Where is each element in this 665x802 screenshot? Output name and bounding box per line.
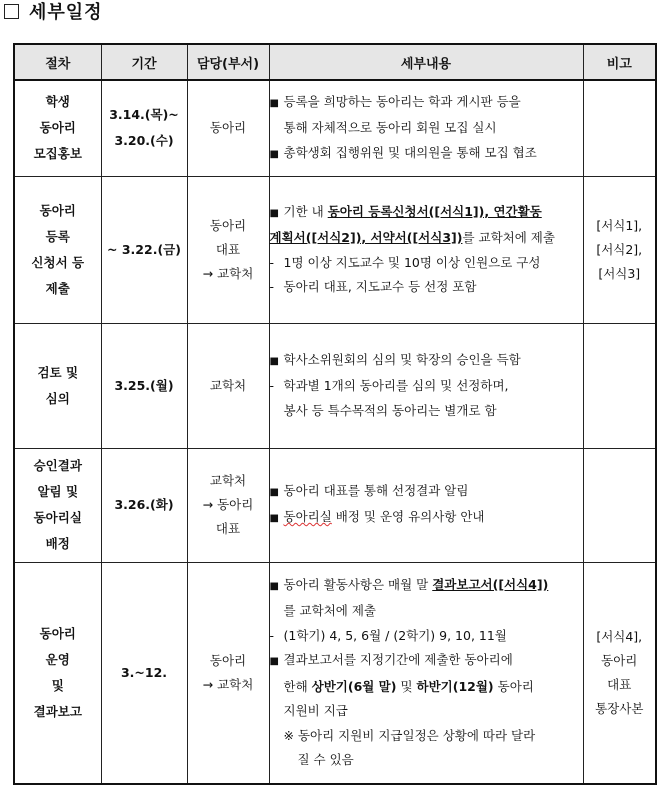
section-heading (4, 0, 103, 22)
content-text: 학과별 1개의 동아리를 심의 및 선정하며, (283, 378, 509, 394)
content-text: 기한 내 (283, 203, 328, 219)
content-text-underlined: 결과보고서([서식4]) (432, 576, 549, 592)
period-cell (101, 176, 187, 323)
content-cell (269, 323, 583, 448)
dash-bullet-icon: - (269, 279, 275, 294)
content-text-underlined: 동아리 등록신청서([서식1]), 연간활동 (327, 203, 542, 219)
dept-line: 대표 (215, 241, 241, 257)
content-text: 한해 (283, 678, 312, 694)
step-line: 배정 (45, 536, 70, 551)
content-line: 를 교학처에 제출 (283, 603, 376, 619)
period-cell (101, 562, 187, 784)
step-cell (14, 562, 101, 784)
content-text: (1학기) 4, 5, 6월 / (2학기) 9, 10, 11월 (283, 627, 507, 643)
step-line: 승인결과 (33, 458, 82, 473)
note-line: [서식2], (596, 241, 643, 257)
dash-bullet-icon: - (269, 254, 275, 270)
table-row (14, 80, 656, 176)
content-line (270, 90, 583, 117)
header-row (14, 44, 656, 80)
step-line: 동아리 (39, 120, 76, 136)
note-line: [서식1], (596, 217, 643, 233)
step-line: 신청서 등 (31, 254, 85, 270)
content-line (270, 374, 583, 399)
col-header-period: 기간 (101, 44, 187, 80)
period-line: 3.20.(수) (114, 133, 174, 149)
content-line: ※ 동아리 지원비 지급일정은 상황에 따라 달라 (283, 727, 536, 743)
dept-cell (187, 448, 269, 562)
square-bullet-icon: ■ (269, 148, 279, 160)
step-line: 동아리 (39, 625, 76, 641)
content-line (270, 275, 583, 300)
section-title: 세부일정 (29, 2, 103, 23)
square-bullet-icon: ■ (269, 207, 279, 219)
step-line: 및 (51, 677, 64, 693)
square-bullet-icon: ■ (269, 656, 279, 668)
content-text: 결과보고서를 지정기간에 제출한 동아리에 (283, 652, 513, 668)
period-cell (101, 448, 187, 562)
dept-line: → 교학처 (202, 676, 254, 692)
step-cell (14, 176, 101, 323)
dept-line: 교학처 (209, 377, 247, 393)
dept-cell (187, 323, 269, 448)
period-line: 3.~12. (120, 664, 168, 680)
content-text-spellcheck: 동아리실 (283, 509, 332, 524)
square-bullet-icon: ■ (269, 355, 279, 367)
content-text: 동아리 대표, 지도교수 등 선정 포함 (283, 279, 477, 294)
content-line (270, 200, 583, 227)
note-line: 대표 (607, 676, 632, 692)
schedule-table (13, 43, 657, 785)
note-cell (583, 80, 656, 176)
step-line: 동아리 (39, 202, 76, 218)
dept-line: 대표 (215, 521, 241, 536)
col-header-note: 비고 (583, 44, 656, 80)
step-cell (14, 448, 101, 562)
note-line: 통장사본 (595, 700, 644, 716)
content-line (270, 675, 583, 700)
square-bullet-icon: ■ (269, 97, 279, 109)
dept-cell (187, 176, 269, 323)
square-bullet-icon: ■ (269, 486, 279, 498)
note-line: [서식3] (598, 265, 641, 281)
content-text: 및 (396, 678, 417, 694)
table-row (14, 176, 656, 323)
period-cell (101, 323, 187, 448)
content-line: 질 수 있음 (297, 752, 354, 768)
note-line: [서식4], (596, 628, 643, 644)
period-line: 3.25.(월) (114, 377, 174, 393)
content-text-bold: 상반기(6월 말) (311, 678, 397, 694)
step-cell (14, 80, 101, 176)
col-header-step: 절차 (14, 44, 101, 80)
step-line: 심의 (45, 390, 70, 406)
dept-line: → 동아리 (202, 497, 254, 512)
step-line: 제출 (45, 280, 70, 296)
checkbox-square-icon (4, 4, 19, 19)
content-line (270, 624, 583, 649)
square-bullet-icon: ■ (269, 580, 279, 592)
square-bullet-icon: ■ (269, 513, 279, 524)
content-line (270, 348, 583, 375)
content-line: 통해 자체적으로 동아리 회원 모집 실시 (283, 120, 497, 135)
step-line: 알림 및 (37, 484, 79, 499)
content-cell (269, 448, 583, 562)
dept-line: 동아리 (209, 120, 247, 136)
dept-cell (187, 80, 269, 176)
content-line (270, 573, 583, 600)
dept-line: → 교학처 (202, 265, 254, 281)
step-line: 동아리실 (33, 510, 82, 525)
period-cell (101, 80, 187, 176)
content-text: 동아리 활동사항은 매월 말 (283, 576, 433, 592)
step-line: 운영 (45, 651, 70, 667)
table-row (14, 448, 656, 562)
step-line: 등록 (45, 228, 70, 244)
note-line: 동아리 (601, 652, 638, 668)
content-line (270, 251, 583, 276)
content-text: 학사소위원회의 심의 및 학장의 승인을 득함 (283, 351, 521, 367)
content-text: 등록을 희망하는 동아리는 학과 게시판 등을 (283, 93, 521, 109)
note-cell (583, 562, 656, 784)
table-row (14, 562, 656, 784)
content-text-underlined: 계획서([서식2]), 서약서([서식3]) (269, 230, 463, 245)
content-text: 를 교학처에 제출 (462, 230, 555, 245)
step-line: 검토 및 (37, 364, 79, 380)
step-line: 학생 (45, 94, 70, 110)
note-cell (583, 323, 656, 448)
table-row (14, 323, 656, 448)
period-line: 3.14.(목)~ (109, 107, 179, 123)
note-cell (583, 176, 656, 323)
step-line: 모집홍보 (33, 146, 82, 162)
content-cell (269, 176, 583, 323)
step-line: 결과보고 (33, 703, 82, 719)
step-cell (14, 323, 101, 448)
dash-bullet-icon: - (269, 378, 275, 394)
content-cell (269, 80, 583, 176)
period-line: ~ 3.22.(금) (107, 241, 181, 257)
content-text-bold: 하반기(12월) (416, 678, 494, 694)
content-text: 동아리 (493, 678, 534, 694)
content-cell (269, 562, 583, 784)
content-line (270, 648, 583, 675)
content-text: 총학생회 집행위원 및 대의원을 통해 모집 협조 (283, 144, 537, 160)
dept-line: 교학처 (209, 473, 247, 488)
content-line (270, 226, 583, 251)
dept-line: 동아리 (209, 652, 247, 668)
content-line (270, 479, 583, 506)
note-cell (583, 448, 656, 562)
period-line: 3.26.(화) (114, 497, 174, 512)
content-text: 1명 이상 지도교수 및 10명 이상 인원으로 구성 (283, 254, 541, 270)
content-line: 지원비 지급 (283, 703, 348, 719)
dash-bullet-icon: - (269, 627, 275, 643)
content-line (270, 505, 583, 532)
content-line (270, 141, 583, 168)
content-text: 동아리 대표를 통해 선정결과 알림 (283, 482, 469, 498)
col-header-dept: 담당(부서) (187, 44, 269, 80)
dept-line: 동아리 (209, 217, 247, 233)
content-line: 봉사 등 특수목적의 동아리는 별개로 함 (283, 402, 497, 418)
dept-cell (187, 562, 269, 784)
col-header-content: 세부내용 (269, 44, 583, 80)
content-text: 배정 및 운영 유의사항 안내 (331, 509, 485, 524)
